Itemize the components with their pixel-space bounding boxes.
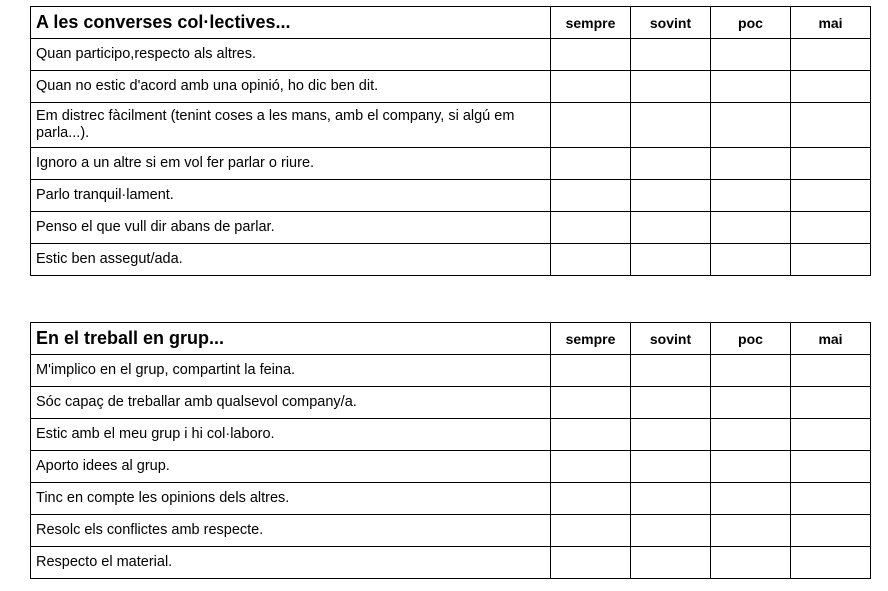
table-row — [31, 355, 871, 387]
answer-cell-sovint[interactable] — [631, 39, 711, 71]
section-title: A les converses col·lectives... — [31, 7, 551, 39]
table-row — [31, 180, 871, 212]
option-header-poc: poc — [711, 7, 791, 39]
statement-text: Respecto el material. — [31, 547, 551, 579]
answer-cell-sovint[interactable] — [631, 180, 711, 212]
option-header-mai: mai — [791, 323, 871, 355]
answer-cell-sempre[interactable] — [551, 148, 631, 180]
statement-text: Ignoro a un altre si em vol fer parlar o riure. — [31, 148, 551, 180]
answer-cell-mai[interactable] — [791, 71, 871, 103]
statement-text: Estic amb el meu grup i hi col·laboro. — [31, 419, 551, 451]
answer-cell-sovint[interactable] — [631, 148, 711, 180]
answer-cell-poc[interactable] — [711, 547, 791, 579]
option-header-poc: poc — [711, 323, 791, 355]
answer-cell-mai[interactable] — [791, 39, 871, 71]
answer-cell-poc[interactable] — [711, 419, 791, 451]
table-header-row — [31, 323, 871, 355]
answer-cell-mai[interactable] — [791, 244, 871, 276]
group-work-table — [30, 322, 871, 579]
answer-cell-poc[interactable] — [711, 451, 791, 483]
statement-text: Aporto idees al grup. — [31, 451, 551, 483]
answer-cell-sempre[interactable] — [551, 451, 631, 483]
answer-cell-sempre[interactable] — [551, 419, 631, 451]
answer-cell-sovint[interactable] — [631, 71, 711, 103]
option-header-sempre: sempre — [551, 7, 631, 39]
answer-cell-sovint[interactable] — [631, 244, 711, 276]
answer-cell-sempre[interactable] — [551, 515, 631, 547]
option-header-sovint: sovint — [631, 323, 711, 355]
table-row — [31, 71, 871, 103]
table-row — [31, 547, 871, 579]
conversations-table — [30, 6, 871, 276]
section-title: En el treball en grup... — [31, 323, 551, 355]
statement-text: Resolc els conflictes amb respecte. — [31, 515, 551, 547]
answer-cell-mai[interactable] — [791, 355, 871, 387]
answer-cell-mai[interactable] — [791, 148, 871, 180]
answer-cell-sempre[interactable] — [551, 355, 631, 387]
answer-cell-poc[interactable] — [711, 387, 791, 419]
answer-cell-mai[interactable] — [791, 387, 871, 419]
answer-cell-sovint[interactable] — [631, 515, 711, 547]
answer-cell-poc[interactable] — [711, 483, 791, 515]
statement-text: M'implico en el grup, compartint la feina. — [31, 355, 551, 387]
option-header-sempre: sempre — [551, 323, 631, 355]
answer-cell-mai[interactable] — [791, 515, 871, 547]
answer-cell-poc[interactable] — [711, 515, 791, 547]
answer-cell-mai[interactable] — [791, 103, 871, 148]
answer-cell-sempre[interactable] — [551, 244, 631, 276]
answer-cell-sovint[interactable] — [631, 103, 711, 148]
table-row — [31, 244, 871, 276]
answer-cell-sovint[interactable] — [631, 419, 711, 451]
statement-text: Parlo tranquil·lament. — [31, 180, 551, 212]
table-row — [31, 212, 871, 244]
table-row — [31, 39, 871, 71]
answer-cell-mai[interactable] — [791, 547, 871, 579]
answer-cell-sovint[interactable] — [631, 212, 711, 244]
answer-cell-poc[interactable] — [711, 212, 791, 244]
table-header-row — [31, 7, 871, 39]
answer-cell-mai[interactable] — [791, 212, 871, 244]
answer-cell-sempre[interactable] — [551, 212, 631, 244]
statement-text: Tinc en compte les opinions dels altres. — [31, 483, 551, 515]
table-row — [31, 451, 871, 483]
answer-cell-mai[interactable] — [791, 419, 871, 451]
statement-text: Em distrec fàcilment (tenint coses a les mans, amb el company, si algú em parla...). — [31, 103, 551, 148]
table-row — [31, 103, 871, 148]
answer-cell-sovint[interactable] — [631, 451, 711, 483]
answer-cell-sovint[interactable] — [631, 355, 711, 387]
answer-cell-sovint[interactable] — [631, 547, 711, 579]
table-row — [31, 483, 871, 515]
statement-text: Estic ben assegut/ada. — [31, 244, 551, 276]
answer-cell-poc[interactable] — [711, 39, 791, 71]
answer-cell-sempre[interactable] — [551, 547, 631, 579]
statement-text: Quan no estic d'acord amb una opinió, ho dic ben dit. — [31, 71, 551, 103]
statement-text: Sóc capaç de treballar amb qualsevol company/a. — [31, 387, 551, 419]
statement-text: Quan participo,respecto als altres. — [31, 39, 551, 71]
answer-cell-sovint[interactable] — [631, 483, 711, 515]
answer-cell-mai[interactable] — [791, 483, 871, 515]
answer-cell-sempre[interactable] — [551, 180, 631, 212]
statement-text: Penso el que vull dir abans de parlar. — [31, 212, 551, 244]
answer-cell-poc[interactable] — [711, 180, 791, 212]
table-row — [31, 148, 871, 180]
answer-cell-sempre[interactable] — [551, 103, 631, 148]
answer-cell-sovint[interactable] — [631, 387, 711, 419]
table-row — [31, 419, 871, 451]
answer-cell-poc[interactable] — [711, 244, 791, 276]
answer-cell-poc[interactable] — [711, 71, 791, 103]
answer-cell-sempre[interactable] — [551, 387, 631, 419]
answer-cell-poc[interactable] — [711, 103, 791, 148]
answer-cell-mai[interactable] — [791, 451, 871, 483]
answer-cell-sempre[interactable] — [551, 71, 631, 103]
answer-cell-poc[interactable] — [711, 148, 791, 180]
table-row — [31, 515, 871, 547]
option-header-sovint: sovint — [631, 7, 711, 39]
answer-cell-sempre[interactable] — [551, 483, 631, 515]
table-row — [31, 387, 871, 419]
option-header-mai: mai — [791, 7, 871, 39]
answer-cell-poc[interactable] — [711, 355, 791, 387]
answer-cell-sempre[interactable] — [551, 39, 631, 71]
answer-cell-mai[interactable] — [791, 180, 871, 212]
